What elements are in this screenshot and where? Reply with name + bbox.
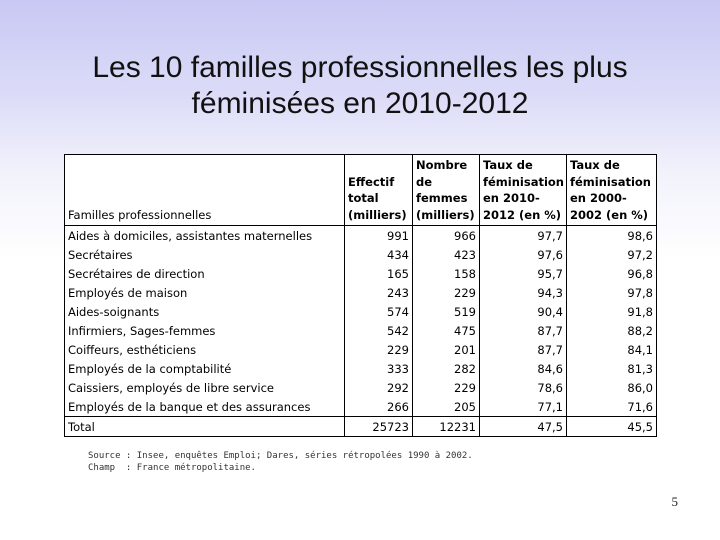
table-row (65, 245, 657, 264)
slide-title-line-2: féminisées en 2010-2012 (191, 87, 529, 120)
cell-taux-2000: 84,1 (567, 340, 657, 359)
table-row (65, 302, 657, 321)
cell-femmes: 201 (413, 340, 480, 359)
cell-effectif: 333 (345, 359, 413, 378)
cell-famille: Caissiers, employés de libre service (65, 378, 345, 397)
table-total-row (65, 417, 657, 437)
source-notes (88, 450, 473, 474)
cell-effectif: 229 (345, 340, 413, 359)
total-label: Total (65, 417, 345, 437)
page-number: 5 (671, 494, 678, 509)
cell-famille: Coiffeurs, esthéticiens (65, 340, 345, 359)
slide-title (40, 50, 680, 122)
cell-famille: Infirmiers, Sages-femmes (65, 321, 345, 340)
cell-femmes: 423 (413, 245, 480, 264)
cell-femmes: 158 (413, 264, 480, 283)
cell-famille: Employés de la banque et des assurances (65, 397, 345, 417)
cell-femmes: 966 (413, 226, 480, 246)
cell-taux-2000: 97,2 (567, 245, 657, 264)
cell-famille: Aides à domiciles, assistantes maternelles (65, 226, 345, 246)
total-effectif: 25723 (345, 417, 413, 437)
total-femmes: 12231 (413, 417, 480, 437)
cell-famille: Employés de maison (65, 283, 345, 302)
table-row (65, 340, 657, 359)
cell-effectif: 542 (345, 321, 413, 340)
cell-famille: Employés de la comptabilité (65, 359, 345, 378)
cell-femmes: 519 (413, 302, 480, 321)
cell-effectif: 434 (345, 245, 413, 264)
table-row (65, 226, 657, 246)
cell-taux-2000: 88,2 (567, 321, 657, 340)
cell-taux-2000: 81,3 (567, 359, 657, 378)
cell-famille: Secrétaires (65, 245, 345, 264)
cell-femmes: 205 (413, 397, 480, 417)
cell-effectif: 243 (345, 283, 413, 302)
feminization-table (64, 154, 657, 437)
table-row (65, 321, 657, 340)
table-row (65, 359, 657, 378)
header-taux-2010-2012: Taux de féminisation en 2010-2012 (en %) (480, 155, 567, 226)
slide-title-line-1: Les 10 familles professionnelles les plus (92, 51, 628, 84)
cell-effectif: 266 (345, 397, 413, 417)
cell-effectif: 991 (345, 226, 413, 246)
table-header-row (65, 155, 657, 226)
cell-femmes: 229 (413, 378, 480, 397)
source-line: Source : Insee, enquêtes Emploi; Dares, séries rétropolées 1990 à 2002. (88, 451, 473, 461)
cell-femmes: 282 (413, 359, 480, 378)
cell-famille: Aides-soignants (65, 302, 345, 321)
cell-taux-2000: 71,6 (567, 397, 657, 417)
cell-taux-2010: 84,6 (480, 359, 567, 378)
table-row (65, 397, 657, 417)
cell-taux-2010: 78,6 (480, 378, 567, 397)
table-row (65, 283, 657, 302)
header-familles: Familles professionnelles (65, 155, 345, 226)
cell-taux-2010: 90,4 (480, 302, 567, 321)
total-taux-2010: 47,5 (480, 417, 567, 437)
cell-taux-2010: 95,7 (480, 264, 567, 283)
cell-taux-2000: 86,0 (567, 378, 657, 397)
header-nombre-femmes: Nombre de femmes (milliers) (413, 155, 480, 226)
cell-femmes: 475 (413, 321, 480, 340)
cell-taux-2010: 94,3 (480, 283, 567, 302)
cell-taux-2010: 87,7 (480, 340, 567, 359)
champ-line: Champ : France métropolitaine. (88, 463, 256, 473)
cell-effectif: 574 (345, 302, 413, 321)
cell-taux-2010: 97,6 (480, 245, 567, 264)
cell-taux-2010: 97,7 (480, 226, 567, 246)
data-table-container (64, 154, 656, 437)
cell-taux-2000: 97,8 (567, 283, 657, 302)
header-effectif: Effectif total (milliers) (345, 155, 413, 226)
cell-effectif: 165 (345, 264, 413, 283)
cell-femmes: 229 (413, 283, 480, 302)
cell-effectif: 292 (345, 378, 413, 397)
cell-famille: Secrétaires de direction (65, 264, 345, 283)
cell-taux-2000: 91,8 (567, 302, 657, 321)
table-row (65, 378, 657, 397)
header-taux-2000-2002: Taux de féminisation en 2000-2002 (en %) (567, 155, 657, 226)
cell-taux-2010: 77,1 (480, 397, 567, 417)
cell-taux-2000: 98,6 (567, 226, 657, 246)
total-taux-2000: 45,5 (567, 417, 657, 437)
cell-taux-2000: 96,8 (567, 264, 657, 283)
cell-taux-2010: 87,7 (480, 321, 567, 340)
table-row (65, 264, 657, 283)
